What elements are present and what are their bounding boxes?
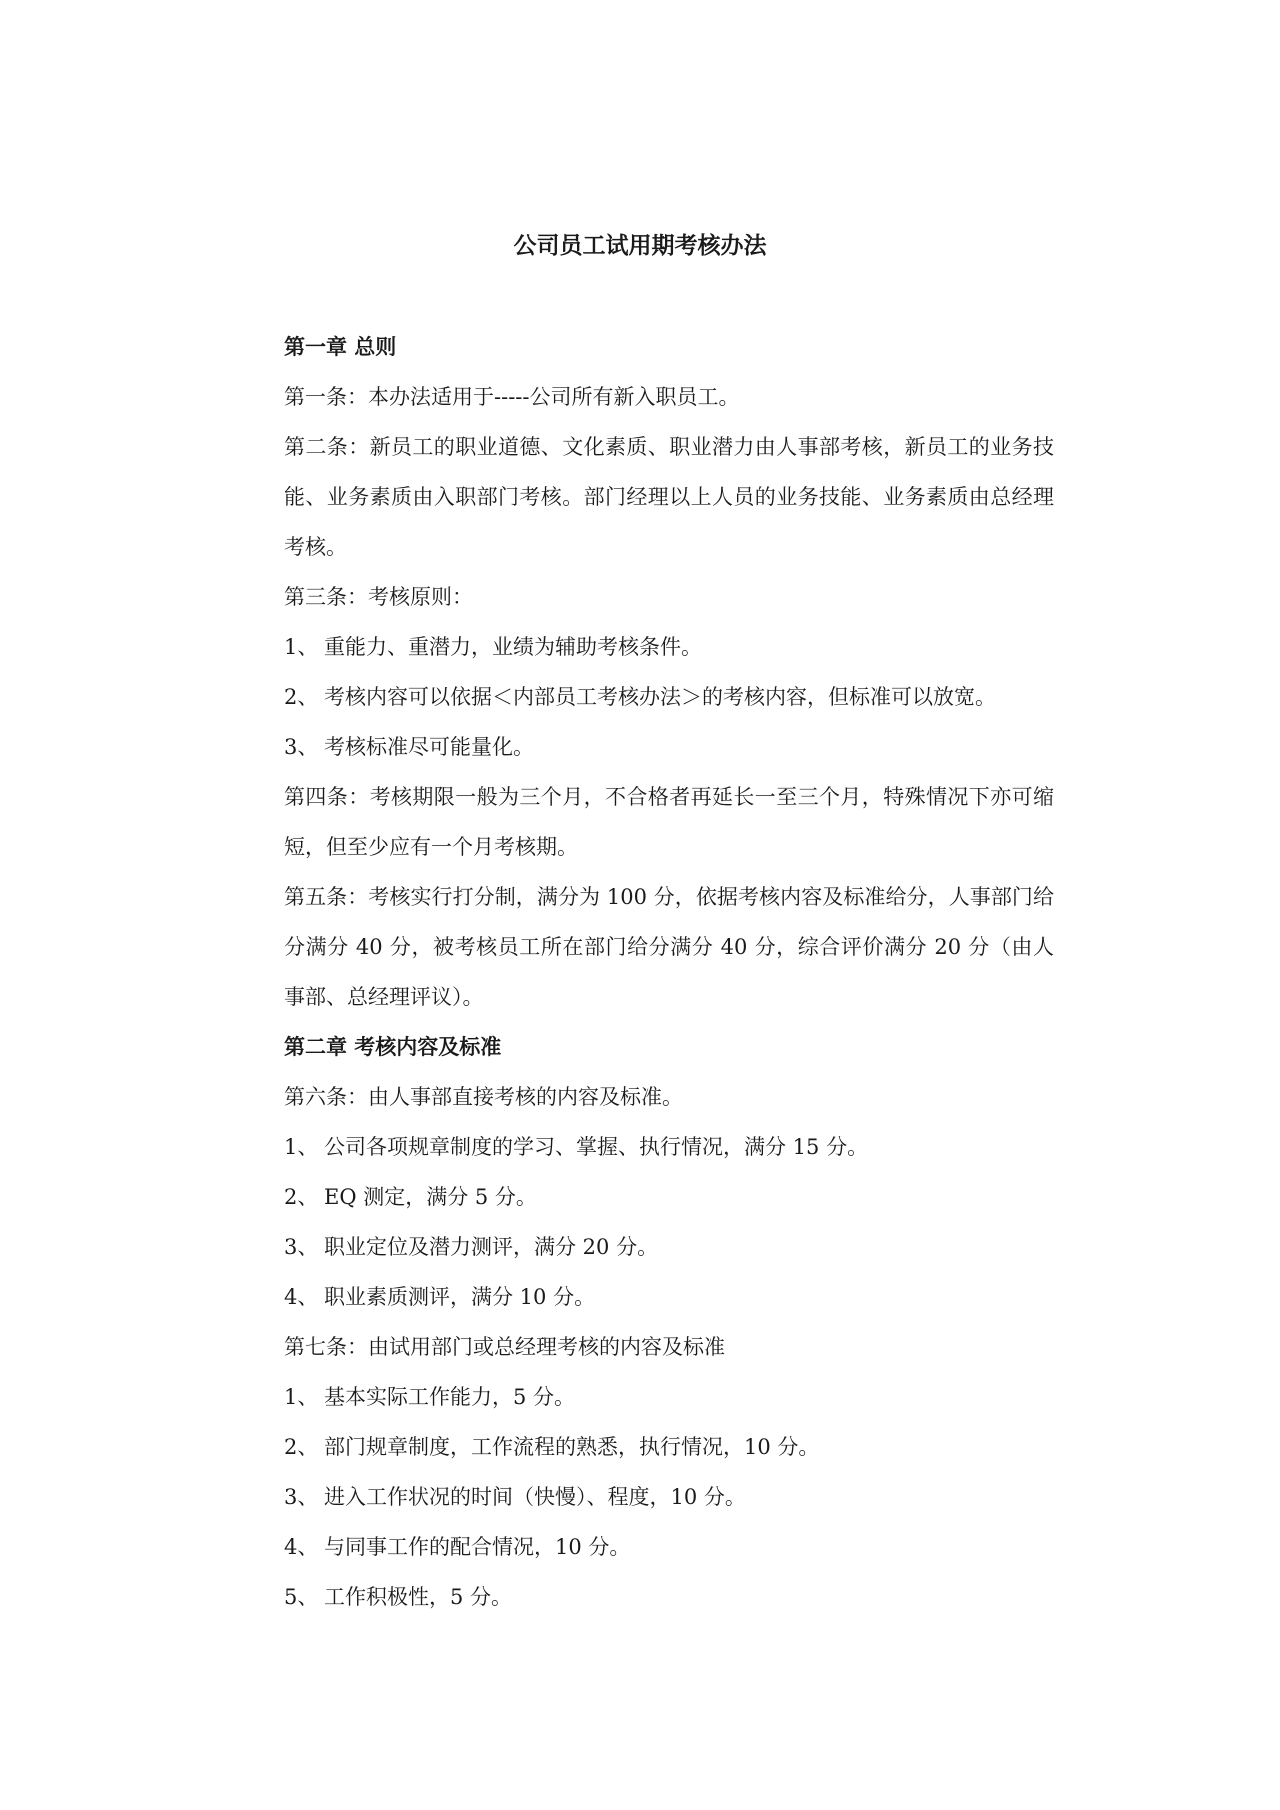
list-item-number: 1、: [284, 635, 319, 659]
list-item-text: 职业素质测评，满分 10 分。: [324, 1285, 596, 1309]
list-item: [284, 1282, 1054, 1312]
list-item-number: 2、: [284, 685, 319, 709]
list-item-text: 重能力、重潜力，业绩为辅助考核条件。: [324, 635, 702, 659]
list-item-number: 3、: [284, 1235, 319, 1259]
article-3: 第三条：考核原则：: [284, 585, 473, 609]
list-item: [284, 1432, 1054, 1462]
chapter-2-heading: 第二章 考核内容及标准: [284, 1035, 502, 1059]
list-item-number: 5、: [284, 1585, 319, 1609]
chapter-1-heading: 第一章 总则: [284, 335, 397, 359]
document-title: 公司员工试用期考核办法: [513, 233, 767, 259]
list-item-text: 基本实际工作能力，5 分。: [324, 1385, 576, 1409]
article-7: 第七条：由试用部门或总经理考核的内容及标准: [284, 1335, 725, 1359]
list-item: [284, 1482, 1054, 1512]
list-item-text: 公司各项规章制度的学习、掌握、执行情况，满分 15 分。: [324, 1135, 869, 1159]
list-item-number: 2、: [284, 1185, 319, 1209]
list-item: [284, 1182, 1054, 1212]
list-item: [284, 1132, 1054, 1162]
list-item-text: 职业定位及潜力测评，满分 20 分。: [324, 1235, 659, 1259]
list-item-number: 3、: [284, 1485, 319, 1509]
list-item: [284, 632, 1054, 662]
list-item: [284, 1382, 1054, 1412]
list-item: [284, 682, 1054, 712]
list-item-number: 1、: [284, 1385, 319, 1409]
list-item-text: 考核标准尽可能量化。: [324, 735, 534, 759]
article-2: 第二条：新员工的职业道德、文化素质、职业潜力由人事部考核，新员工的业务技能、业务素质由入职部门考核。部门经理以上人员的业务技能、业务素质由总经理考核。: [284, 435, 1054, 559]
list-item: [284, 732, 1054, 762]
list-item-text: 与同事工作的配合情况，10 分。: [324, 1535, 631, 1559]
list-item: [284, 1582, 1054, 1612]
list-item-number: 1、: [284, 1135, 319, 1159]
list-item-text: EQ 测定，满分 5 分。: [324, 1185, 537, 1209]
article-6: 第六条：由人事部直接考核的内容及标准。: [284, 1085, 683, 1109]
list-item-text: 工作积极性，5 分。: [324, 1585, 513, 1609]
list-item-number: 2、: [284, 1435, 319, 1459]
article-5: 第五条：考核实行打分制，满分为 100 分，依据考核内容及标准给分，人事部门给分满分 40 分，被考核员工所在部门给分满分 40 分，综合评价满分 20 分（由人事部、总经理评议）。: [284, 885, 1054, 1009]
list-item: [284, 1232, 1054, 1262]
list-item-number: 4、: [284, 1535, 319, 1559]
list-item-text: 部门规章制度，工作流程的熟悉，执行情况，10 分。: [324, 1435, 820, 1459]
article-4: 第四条：考核期限一般为三个月，不合格者再延长一至三个月，特殊情况下亦可缩短，但至少应有一个月考核期。: [284, 785, 1054, 859]
list-item: [284, 1532, 1054, 1562]
list-item-text: 考核内容可以依据＜内部员工考核办法＞的考核内容，但标准可以放宽。: [324, 685, 996, 709]
list-item-text: 进入工作状况的时间（快慢）、程度，10 分。: [324, 1485, 746, 1509]
list-item-number: 3、: [284, 735, 319, 759]
list-item-number: 4、: [284, 1285, 319, 1309]
article-1: 第一条：本办法适用于-----公司所有新入职员工。: [284, 385, 740, 409]
